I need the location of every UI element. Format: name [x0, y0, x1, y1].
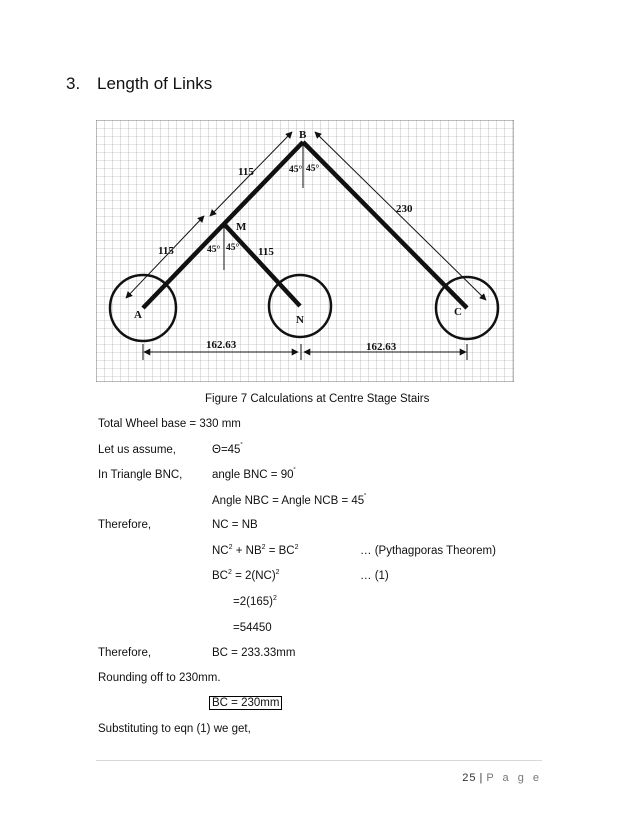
pythagoras-equation — [212, 545, 299, 557]
eq-term-nb: + NB — [232, 545, 262, 557]
eq-term-bc: BC — [212, 570, 228, 582]
wheelbase-line: Total Wheel base = 330 mm — [98, 418, 241, 430]
page-number: 25 — [462, 772, 477, 784]
degree-mark: ˚ — [240, 443, 243, 450]
exponent: 2 — [294, 544, 299, 551]
point-label-m: M — [236, 221, 247, 233]
bc-boxed-result — [209, 697, 282, 709]
assume-value — [212, 444, 243, 456]
assume-value-text: Θ=45 — [212, 444, 241, 456]
footer-separator: | — [479, 772, 484, 784]
substituting-line: Substituting to eqn (1) we get, — [98, 723, 251, 735]
dim-label-mn: 115 — [258, 246, 274, 258]
degree-mark: ˚ — [364, 494, 367, 501]
calc-step-2: =54450 — [233, 622, 272, 634]
dim-label-nc: 162.63 — [366, 341, 397, 353]
page-footer — [462, 772, 542, 784]
point-label-n: N — [296, 314, 304, 326]
point-label-c: C — [454, 306, 462, 318]
triangle-value-text: angle BNC = 90 — [212, 469, 294, 481]
pythagoras-note: … (Pythagporas Theorem) — [360, 545, 496, 557]
degree-mark: ˚ — [293, 468, 296, 475]
exponent: 2 — [261, 544, 266, 551]
eq-term-nc: = 2(NC) — [231, 570, 276, 582]
angle-label-b-left: 45° — [289, 165, 303, 175]
dim-label-bm: 115 — [238, 166, 254, 178]
point-label-a: A — [134, 309, 142, 321]
calc-step-1 — [233, 596, 277, 608]
angle-label-m-left: 45° — [207, 245, 221, 255]
angle-label-m-right: 45° — [226, 243, 240, 253]
angles-equal-text: Angle NBC = Angle NCB = 45 — [212, 495, 365, 507]
therefore-label-1: Therefore, — [98, 519, 152, 531]
dim-label-bc: 230 — [396, 203, 413, 215]
dim-label-ma: 115 — [158, 245, 174, 257]
bc-computed-value: BC = 233.33mm — [212, 647, 296, 659]
exponent: 2 — [275, 569, 280, 576]
rounding-line: Rounding off to 230mm. — [98, 672, 221, 684]
link-geometry-figure — [96, 120, 514, 382]
eq-term-bc: = BC — [265, 545, 295, 557]
dim-label-an: 162.63 — [206, 339, 237, 351]
section-number: 3. — [66, 74, 81, 93]
eq-term-nc: NC — [212, 545, 229, 557]
point-label-b: B — [299, 129, 307, 141]
triangle-label: In Triangle BNC, — [98, 469, 183, 481]
angle-label-b-right: 45° — [306, 164, 320, 174]
nc-equals-nb: NC = NB — [212, 519, 258, 531]
angles-equal-line — [212, 495, 367, 507]
exponent: 2 — [227, 569, 232, 576]
calc-step-1-text: =2(165) — [233, 596, 273, 608]
assume-label: Let us assume, — [98, 444, 176, 456]
therefore-label-2: Therefore, — [98, 647, 152, 659]
result-box: BC = 230mm — [209, 696, 282, 710]
page-label: P a g e — [486, 772, 542, 784]
section-title: Length of Links — [97, 74, 213, 93]
exponent: 2 — [228, 544, 233, 551]
footer-divider — [96, 760, 542, 761]
exponent: 2 — [272, 595, 277, 602]
triangle-value — [212, 469, 296, 481]
section-heading — [66, 74, 212, 94]
equation-1 — [212, 570, 280, 582]
equation-1-note: … (1) — [360, 570, 389, 582]
figure-caption: Figure 7 Calculations at Centre Stage Stairs — [205, 393, 430, 405]
